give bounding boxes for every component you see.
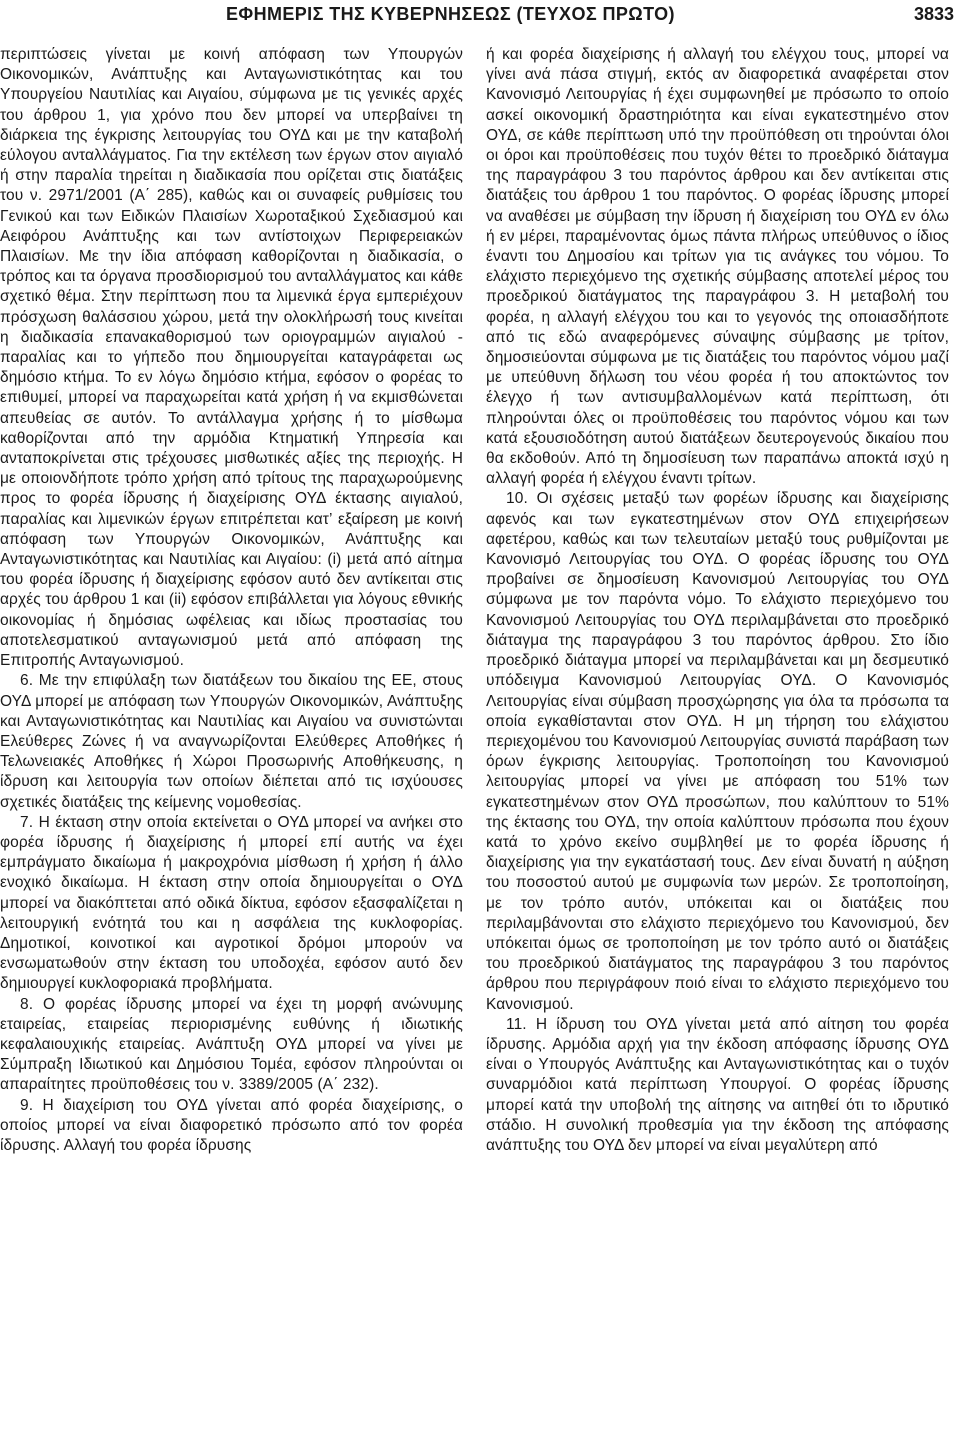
paragraph: ή και φορέα διαχείρισης ή αλλαγή του ελέγχου τους, μπορεί να γίνει ανά πάσα στιγμή, εκτός αν διαφορετικά αναφέρεται στον Κανονισμό Λειτουργίας ή έχει συμφωνηθεί με πρόσωπο το οποίο ασκεί οικονομική δραστηριότητα και είναι εγκατεστημένο στον ΟΥΔ, σε κάθε περίπτωση υπό την προϋπόθεση οτι τηρούνται όλοι οι όροι και προϋποθέσεις που τυχόν θέτει το προεδρικό διάταγμα της παραγράφου 3 του παρόντος άρθρου και δεν αντίκειται στις διατάξεις του άρθρου 1 του παρόντος. Ο φορέας ίδρυσης μπορεί να αναθέσει με σύμβαση την ίδρυση ή διαχείριση του ΟΥΔ εν όλω ή εν μέρει, παραμένοντας όμως πάντα πλήρως υπεύθυνος ο ίδιος έναντι του Δημοσίου και τρίτων για τις ανάγκες του νόμου. Το ελάχιστο περιεχόμενο της σχετικής σύμβασης αποτελεί μέρος του προεδρικού διατάγματος της παραγράφου 3. Η μεταβολή του φορέα, η αλλαγή ελέγχου του και το γεγονός της οποιασδήποτε από τις εδώ αναφερόμενες σύναψης σύμβασης με τρίτον, δημοσιεύονται σύμφωνα με τις διατάξεις του παρόντος νόμου μαζί με υπεύθυνη δήλωση του νέου φορέα ή του αποκτώντος τον έλεγχο ή των αντισυμβαλλομένων κατά περίπτωση, ότι πληρούνται όλες οι προϋποθέσεις του παρόντος νόμου και των κατά εξουσιοδότηση αυτού διατάξεων δευτερογενούς δικαίου που θα εκδοθούν. Από τη δημοσίευση των παραπάνω αποκτά ισχύ η αλλαγή φορέα ή ελέγχου έναντι τρίτων. [486,46,949,488]
left-column [0,45,463,1156]
page-number: 3833 [913,4,954,24]
paragraph-6: 6. Με την επιφύλαξη των διατάξεων του δικαίου της ΕΕ, στους ΟΥΔ μπορεί με απόφαση των Υπουργών Οικονομικών, Ανάπτυξης και Ανταγωνιστικότητας και Ναυτιλίας και Αιγαίου να συνιστώνται Ελεύθερες Ζώνες ή να αναγνωρίζονται Ελεύθερες Αποθήκες ή Τελωνειακές Αποθήκες ή Χώροι Προσωρινής Αποθήκευσης, η ίδρυση και λειτουργία των οποίων διέπεται από τις ισχύουσες σχετικές διατάξεις της κείμενης νομοθεσίας. [0,672,463,811]
paragraph: περιπτώσεις γίνεται με κοινή απόφαση των Υπουργών Οικονομικών, Ανάπτυξης και Ανταγωνιστικότητας και του Υπουργείου Ναυτιλίας και Αιγαίου, σύμφωνα με τις γενικές αρχές του άρθρου 1, για χρόνο που δεν μπορεί να υπερβαίνει τη διάρκεια της έγκρισης λειτουργίας του ΟΥΔ και με την καταβολή εύλογου ανταλλάγματος. Για την εκτέλεση των έργων στον αιγιαλό ή στην παραλία τηρείται η διαδικασία που ορίζεται στις διατάξεις του ν. 2971/2001 (Α΄ 285), καθώς και οι συναφείς ρυθμίσεις του Γενικού και των Ειδικών Πλαισίων Χωροταξικού Σχεδιασμού και Αειφόρου Ανάπτυξης και των αντίστοιχων Περιφερειακών Πλαισίων. Με την ίδια απόφαση καθορίζονται η διαδικασία, ο τρόπος και τα όργανα προσδιορισμού του ανταλλάγματος και κάθε σχετικό θέμα. Στην περίπτωση που τα λιμενικά έργα εμπεριέχουν πρόσχωση θαλάσσιου χώρου, μετά την ολοκλήρωσή τους κινείται η διαδικασία επανακαθορισμού των οριογραμμών αιγιαλού - παραλίας και το γήπεδο που δημιουργείται καταγράφεται ως δημόσιο κτήμα. Το εν λόγω δημόσιο κτήμα, εφόσον ο φορέας το επιθυμεί, μπορεί να παραχωρείται κατά χρήση ή να εκμισθώνεται απευθείας σε αυτόν. Το αντάλλαγμα χρήσης ή το μίσθωμα καθορίζονται από την αρμόδια Κτηματική Υπηρεσία και ανταποκρίνεται στις τρέχουσες μισθωτικές αξίες της περιοχής. Η με οποιονδήποτε τρόπο χρήση από τρίτους της παραχωρούμενης προς το φορέα ίδρυσης ή διαχείρισης ΟΥΔ έκτασης αιγιαλού, παραλίας και λιμενικών έργων επιτρέπεται κατ’ εξαίρεση με κοινή απόφαση των Υπουργών Οικονομικών, Ανάπτυξης και Ανταγωνιστικότητας και Ναυτιλίας και Αιγαίου: (i) μετά από αίτημα του φορέα ίδρυσης ή διαχείρισης εφόσον αυτό δεν αντίκειται στις αρχές του άρθρου 1 και (ii) εφόσον επιβάλλεται για λόγους εθνικής οικονομίας ή δημόσιας ωφέλειας και ιδίως προστασίας του αποτελεσματικού ανταγωνισμού μετά από απόφαση της Επιτροπής Ανταγωνισμού. [0,46,463,670]
paragraph-8: 8. Ο φορέας ίδρυσης μπορεί να έχει τη μορφή ανώνυμης εταιρείας, εταιρείας περιορισμένης ευθύνης ή ιδιωτικής κεφαλαιουχικής εταιρείας. Ανάπτυξη ΟΥΔ μπορεί να γίνει με Σύμπραξη Ιδιωτικού και Δημόσιου Τομέα, εφόσον πληρούνται οι απαραίτητες προϋποθέσεις του ν. 3389/2005 (Α΄ 232). [0,995,463,1094]
paragraph-10: 10. Οι σχέσεις μεταξύ των φορέων ίδρυσης και διαχείρισης αφενός και των εγκατεστημένων στον ΟΥΔ επιχειρήσεων αφετέρου, καθώς και των τελευταίων μεταξύ τους ρυθμίζονται με Κανονισμό Λειτουργίας του ΟΥΔ. Ο φορέας ίδρυσης του ΟΥΔ προβαίνει σε δημοσίευση Κανονισμού Λειτουργίας του ΟΥΔ σύμφωνα με τον παρόντα νόμο. Το ελάχιστο περιεχόμενο του Κανονισμού Λειτουργίας του ΟΥΔ περιλαμβάνεται στο προεδρικό διάταγμα της παραγράφου 3 του παρόντος άρθρου. Στο ίδιο προεδρικό διάταγμα μπορεί να περιλαμβάνεται και μη δεσμευτικό υπόδειγμα Κανονισμού Λειτουργίας ΟΥΔ. Ο Κανονισμός Λειτουργίας είναι σύμβαση προσχώρησης για όλα τα πρόσωπα τα οποία εγκαθίστανται στον ΟΥΔ. Η μη τήρηση του ελάχιστου περιεχομένου του Κανονισμού Λειτουργίας συνιστά παράβαση των όρων έγκρισης λειτουργίας. Τροποποίηση του Κανονισμού λειτουργίας μπορεί να γίνει με απόφαση του 51% των εγκατεστημένων στον ΟΥΔ προσώπων, που καλύπτουν το 51% της έκτασης του ΟΥΔ, την οποία καλύπτουν πρόσωπα που έχουν κατά το χρόνο εκείνο συμβληθεί με το φορέα ίδρυσης ή διαχείρισης για την εγκατάστασή τους. Δεν είναι δυνατή η αύξηση του ποσοστού αυτού με συμφωνία των μερών. Σε τροποποίηση, με τον τρόπο αυτόν, υπόκειται και οι διατάξεις που περιλαμβάνονται στο ελάχιστο περιεχόμενο του Κανονισμού, δεν υπόκειται όμως σε τροποποίηση με τον τρόπο αυτό οι διατάξεις του προεδρικού διατάγματος της παραγράφου 3 του παρόντος άρθρου που περιγράφουν ποιό είναι το ελάχιστο περιεχόμενο του Κανονισμού. [486,490,949,1013]
right-column [486,45,949,1156]
gazette-title: ΕΦΗΜΕΡΙΣ ΤΗΣ ΚΥΒΕΡΝΗΣΕΩΣ (ΤΕΥΧΟΣ ΠΡΩΤΟ) [226,4,675,24]
page-header [0,0,960,30]
paragraph-9: 9. Η διαχείριση του ΟΥΔ γίνεται από φορέα διαχείρισης, ο οποίος μπορεί να είναι διαφορετικό πρόσωπο από τον φορέα ίδρυσης. Αλλαγή του φορέα ίδρυσης [0,1096,463,1154]
paragraph-11: 11. Η ίδρυση του ΟΥΔ γίνεται μετά από αίτηση του φορέα ίδρυσης. Αρμόδια αρχή για την έκδοση απόφασης ίδρυσης ΟΥΔ είναι ο Υπουργός Ανάπτυξης και Ανταγωνιστικότητας και ο τυχόν συναρμόδιοι κατά περίπτωση Υπουργοί. Ο φορέας ίδρυσης μπορεί κατά την υποβολή της αίτησης να αιτηθεί ότι το ιδρυτικό στάδιο. Η συνολική προθεσμία για την έκδοση της απόφασης ανάπτυξης του ΟΥΔ δεν μπορεί να είναι μεγαλύτερη από [486,1015,949,1154]
paragraph-7: 7. Η έκταση στην οποία εκτείνεται ο ΟΥΔ μπορεί να ανήκει στο φορέα ίδρυσης ή διαχείρισης ή μπορεί επί αυτής να έχει εμπράγματο δικαίωμα ή μακροχρόνια μίσθωση ή χρήση ή άλλο ενοχικό δικαίωμα. Η έκταση στην οποία δημιουργείται ο ΟΥΔ μπορεί να διακόπτεται από οδικά δίκτυα, εφόσον εξασφαλίζεται η λειτουργική ενότητά του και η ασφάλεια της κυκλοφορίας. Δημοτικοί, κοινοτικοί και αγροτικοί δρόμοι μπορούν να ενσωματωθούν στην έκταση του υποδοχέα, εφόσον αυτό δεν δημιουργεί κυκλοφοριακά προβλήματα. [0,813,463,993]
